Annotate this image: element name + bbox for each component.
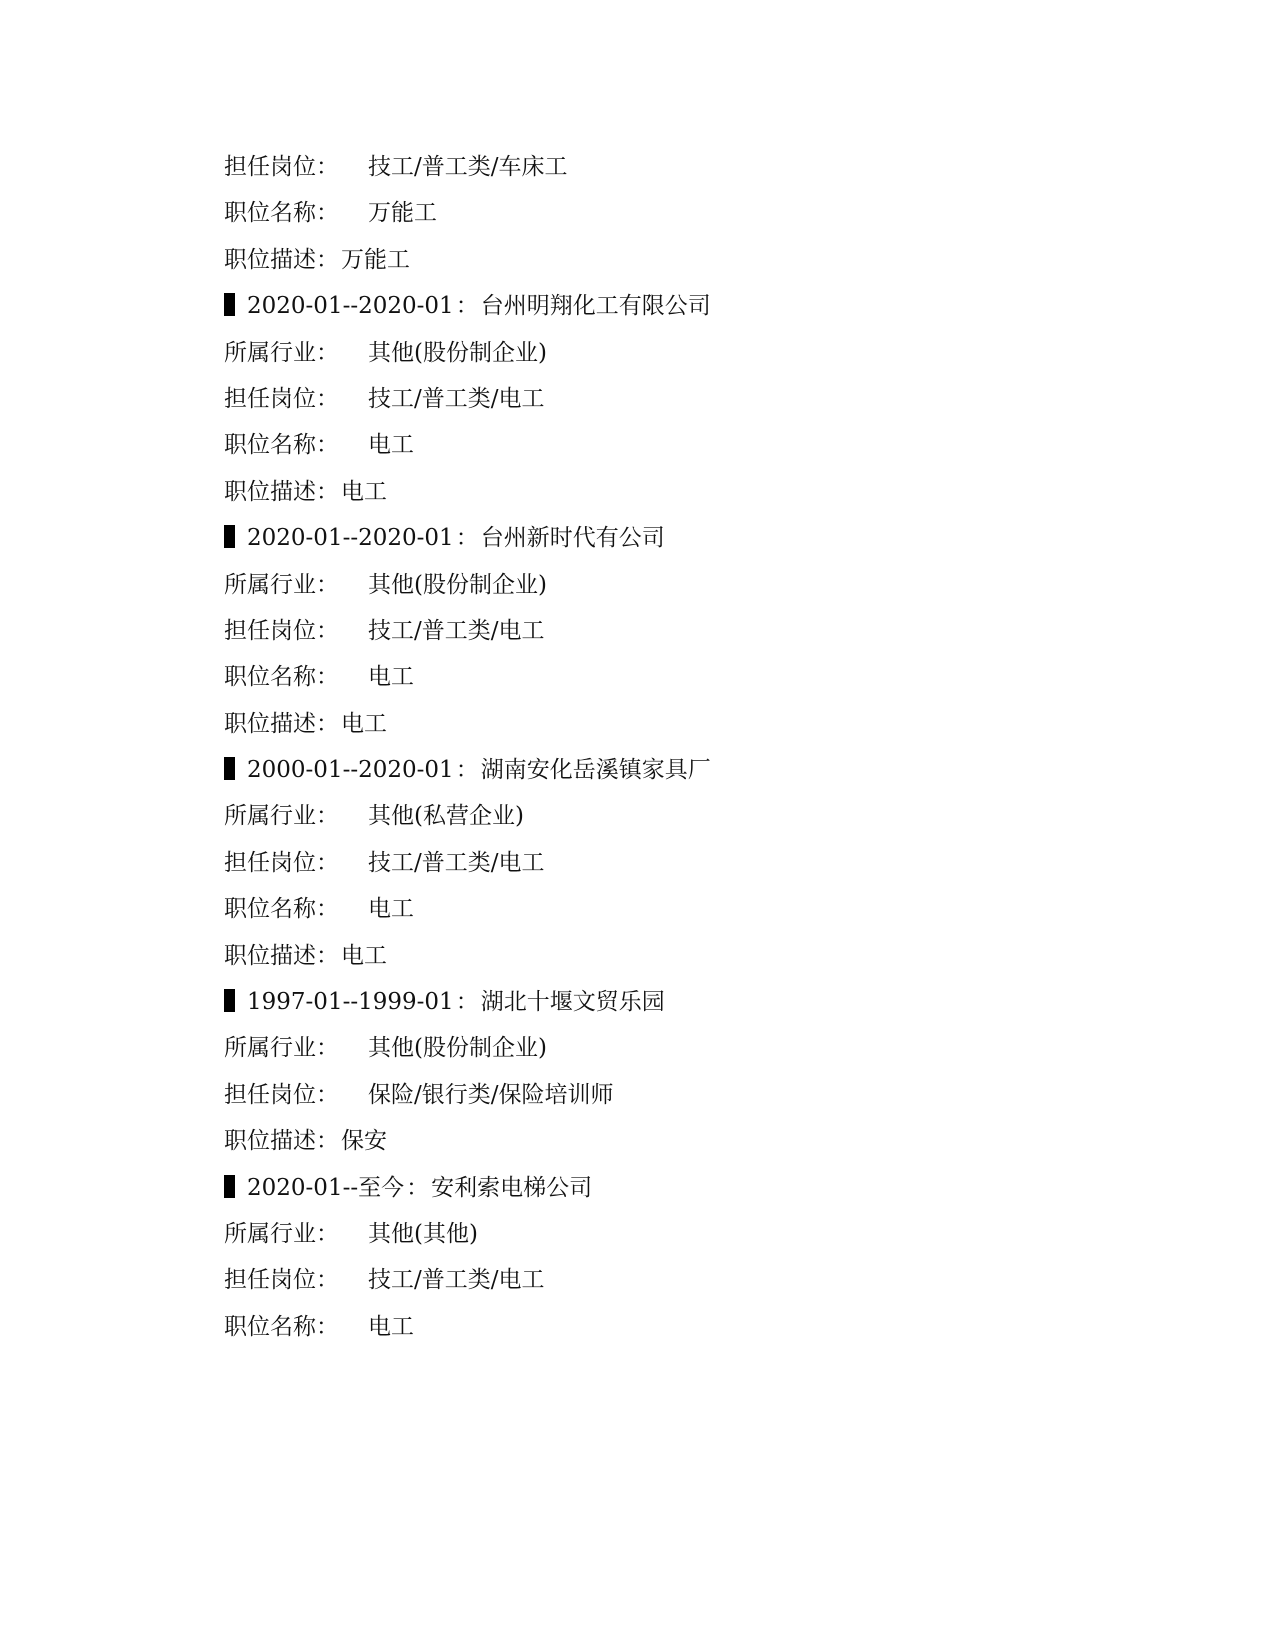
field-label: 担任岗位：	[224, 385, 339, 412]
field-label: 担任岗位：	[224, 1081, 339, 1108]
description-value: 电工	[341, 710, 387, 737]
description-row	[224, 475, 711, 521]
field-value: 电工	[368, 664, 414, 691]
field-row	[224, 799, 711, 845]
entry-period: 2020-01--2020-01	[247, 293, 454, 320]
entry-company: 湖北十堰文贸乐园	[480, 989, 665, 1016]
field-label: 所属行业：	[224, 339, 339, 366]
field-row	[224, 1078, 711, 1124]
bullet-marker	[224, 989, 235, 1012]
field-row	[224, 336, 711, 382]
description-row	[224, 707, 711, 753]
description-label: 职位描述：	[224, 710, 339, 737]
field-label: 所属行业：	[224, 1035, 339, 1062]
description-value: 电工	[341, 478, 387, 505]
entry-period: 2000-01--2020-01	[247, 757, 454, 784]
entry-company: 安利索电梯公司	[431, 1174, 593, 1201]
description-value: 万能工	[341, 246, 410, 273]
field-label: 担任岗位：	[224, 849, 339, 876]
entry-header	[224, 1171, 711, 1217]
work-experience-list	[224, 150, 711, 1356]
field-value: 万能工	[368, 200, 437, 227]
field-row	[224, 614, 711, 660]
field-value: 技工/普工类/电工	[368, 617, 545, 644]
field-row	[224, 150, 711, 196]
field-row	[224, 196, 711, 242]
field-row	[224, 1031, 711, 1077]
entry-separator: ：	[406, 1174, 430, 1201]
entry-period: 1997-01--1999-01	[247, 989, 454, 1016]
description-label: 职位描述：	[224, 246, 339, 273]
field-value: 保险/银行类/保险培训师	[368, 1081, 614, 1108]
field-label: 担任岗位：	[224, 1267, 339, 1294]
entry-separator: ：	[455, 293, 479, 320]
field-label: 职位名称：	[224, 432, 339, 459]
description-value: 保安	[341, 1128, 387, 1155]
field-label: 职位名称：	[224, 664, 339, 691]
field-label: 担任岗位：	[224, 154, 339, 180]
entry-separator: ：	[455, 989, 479, 1016]
field-value: 其他(股份制企业)	[368, 339, 547, 366]
entry-period: 2020-01--2020-01	[247, 525, 454, 552]
entry-header	[224, 985, 711, 1031]
field-label: 职位名称：	[224, 1313, 339, 1340]
field-row	[224, 428, 711, 474]
field-value: 其他(私营企业)	[368, 803, 524, 830]
entry-separator: ：	[455, 757, 479, 784]
field-label: 所属行业：	[224, 1220, 339, 1247]
bullet-marker	[224, 525, 235, 548]
entry-separator: ：	[455, 525, 479, 552]
field-value: 其他(股份制企业)	[368, 1035, 547, 1062]
entry-period: 2020-01--至今	[247, 1174, 405, 1201]
field-row	[224, 1217, 711, 1263]
description-row	[224, 243, 711, 289]
entry-company: 湖南安化岳溪镇家具厂	[480, 757, 711, 784]
description-label: 职位描述：	[224, 1128, 339, 1155]
entry-header	[224, 521, 711, 567]
bullet-marker	[224, 757, 235, 780]
description-value: 电工	[341, 942, 387, 969]
field-label: 职位名称：	[224, 896, 339, 923]
field-row	[224, 568, 711, 614]
field-label: 所属行业：	[224, 571, 339, 598]
field-label: 职位名称：	[224, 200, 339, 227]
field-row	[224, 892, 711, 938]
field-value: 技工/普工类/电工	[368, 385, 545, 412]
bullet-marker	[224, 1175, 235, 1198]
entry-company: 台州明翔化工有限公司	[480, 293, 711, 320]
field-value: 技工/普工类/车床工	[368, 154, 568, 180]
field-row	[224, 660, 711, 706]
description-row	[224, 939, 711, 985]
entry-header	[224, 753, 711, 799]
field-label: 担任岗位：	[224, 617, 339, 644]
field-value: 技工/普工类/电工	[368, 1267, 545, 1294]
field-row	[224, 846, 711, 892]
field-row	[224, 1310, 711, 1356]
field-row	[224, 1263, 711, 1309]
field-value: 电工	[368, 432, 414, 459]
field-label: 所属行业：	[224, 803, 339, 830]
field-value: 其他(其他)	[368, 1220, 478, 1247]
field-value: 电工	[368, 896, 414, 923]
description-label: 职位描述：	[224, 942, 339, 969]
field-value: 其他(股份制企业)	[368, 571, 547, 598]
description-label: 职位描述：	[224, 478, 339, 505]
entry-header	[224, 289, 711, 335]
bullet-marker	[224, 293, 235, 316]
description-row	[224, 1124, 711, 1170]
field-value: 技工/普工类/电工	[368, 849, 545, 876]
field-value: 电工	[368, 1313, 414, 1340]
entry-company: 台州新时代有公司	[480, 525, 665, 552]
field-row	[224, 382, 711, 428]
